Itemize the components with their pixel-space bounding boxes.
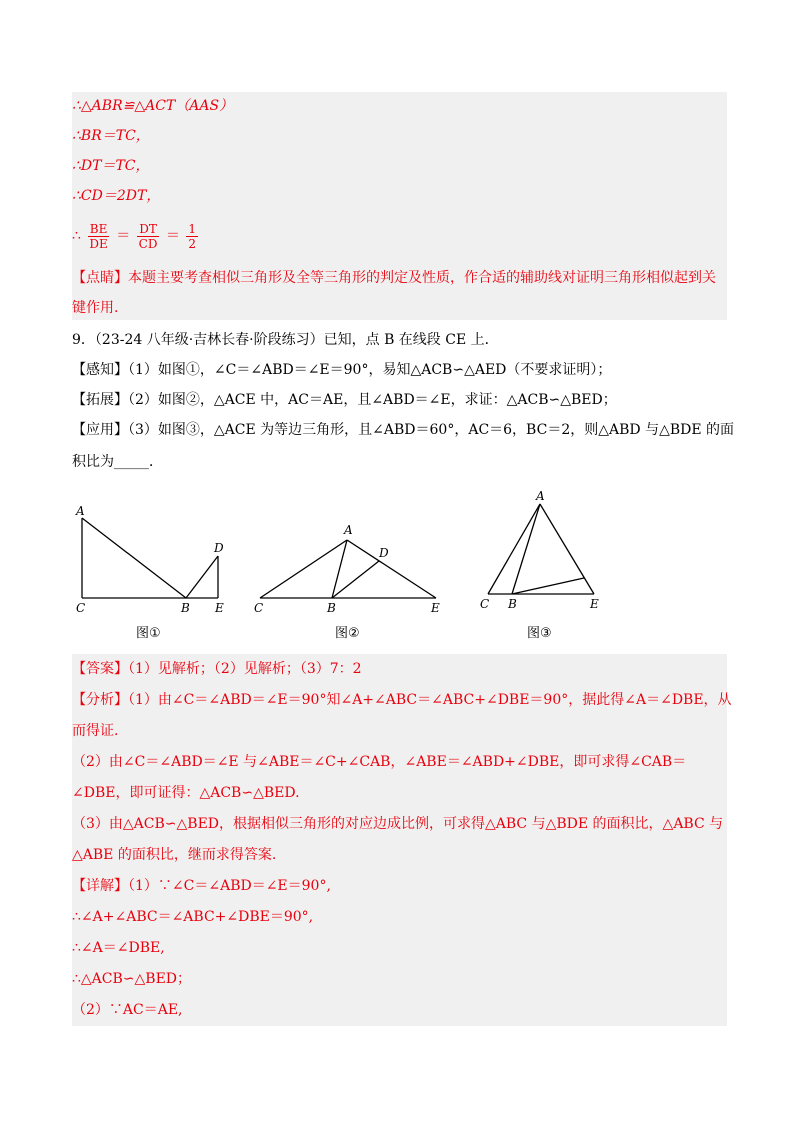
problem-title: 9．（23-24 八年级·吉林长春·阶段练习）已知，点 B 在线段 CE 上． bbox=[72, 332, 499, 348]
tuozhan-label: 【拓展】 bbox=[72, 392, 128, 408]
fenxi-line-2: 而得证. bbox=[72, 723, 119, 739]
fig2-label-d: D bbox=[379, 546, 389, 560]
equals-sign: ＝ bbox=[165, 228, 180, 244]
dianjing-label: 【点睛】 bbox=[72, 270, 128, 286]
figure-3-caption: 图③ bbox=[527, 626, 552, 641]
yingyong-line-1: 【应用】（3）如图③，△ACE 为等边三角形，且∠ABD＝60°，AC＝6，BC＝2，则△ABD 与△BDE 的面 bbox=[72, 422, 735, 438]
fenxi-line-6: △ABE 的面积比，继而求得答案. bbox=[72, 847, 277, 863]
ganzhi-line: 【感知】（1）如图①，∠C＝∠ABD＝∠E＝90°，易知△ACB∽△AED（不要求证明）； bbox=[72, 362, 612, 378]
ganzhi-label: 【感知】 bbox=[72, 362, 128, 378]
fig2-label-a: A bbox=[344, 523, 353, 537]
proof-line-1: ∴△ABR≌△ACT（AAS） bbox=[72, 98, 234, 114]
figure-1-caption: 图① bbox=[136, 626, 161, 641]
tuozhan-line: 【拓展】（2）如图②，△ACE 中，AC＝AE，且∠ABD＝∠E，求证：△ACB∽△BED； bbox=[72, 392, 617, 408]
xiangjie-line-5: （2）∵AC＝AE, bbox=[72, 1002, 183, 1018]
xiangjie-line-4: ∴△ACB∽△BED； bbox=[72, 971, 192, 987]
therefore-symbol: ∴ bbox=[72, 228, 81, 244]
fig3-label-e: E bbox=[590, 597, 599, 611]
proof-line-3: ∴DT＝TC， bbox=[72, 158, 150, 174]
proof-line-fraction bbox=[72, 216, 200, 256]
yingyong-label: 【应用】 bbox=[72, 422, 128, 438]
fig1-label-a: A bbox=[76, 504, 85, 518]
proof-line-4: ∴CD＝2DT， bbox=[72, 188, 161, 204]
xiangjie-line-3: ∴∠A＝∠DBE, bbox=[72, 940, 165, 956]
xiangjie-label: 【详解】 bbox=[72, 878, 128, 894]
fenxi-label: 【分析】 bbox=[72, 692, 128, 708]
figure-2 bbox=[248, 520, 448, 620]
fenxi-line-4: ∠DBE，即可证得：△ACB∽△BED. bbox=[72, 785, 300, 801]
fig3-label-b: B bbox=[508, 597, 517, 611]
fig3-label-c: C bbox=[480, 597, 490, 611]
answer-label: 【答案】 bbox=[72, 661, 128, 677]
fig2-label-e: E bbox=[431, 601, 440, 615]
xiangjie-line-1: 【详解】（1）∵∠C＝∠ABD＝∠E＝90°, bbox=[72, 878, 331, 894]
fig1-label-b: B bbox=[181, 601, 190, 615]
equals-sign: ＝ bbox=[116, 228, 131, 244]
fraction-be-de: $\frac{BE}{DE}$ bbox=[89, 221, 108, 251]
yingyong-line-2: 积比为_____． bbox=[72, 454, 163, 470]
fenxi-line-5: （3）由△ACB∽△BED，根据相似三角形的对应边成比例，可求得△ABC 与△BDE 的面积比，△ABC 与 bbox=[72, 816, 724, 832]
dianjing-line-1: 【点睛】本题主要考查相似三角形及全等三角形的判定及性质，作合适的辅助线对证明三角形相似起到关 bbox=[72, 270, 716, 286]
figure-3 bbox=[474, 486, 614, 616]
fenxi-line-3: （2）由∠C＝∠ABD＝∠E 与∠ABE＝∠C+∠CAB，∠ABE＝∠ABD+∠DBE，即可求得∠CAB＝ bbox=[72, 754, 687, 770]
dianjing-line-2: 键作用. bbox=[72, 300, 119, 316]
fraction-dt-cd: $\frac{DT}{CD}$ bbox=[138, 221, 158, 251]
fig1-label-e: E bbox=[215, 601, 224, 615]
answer-line: 【答案】（1）见解析；（2）见解析；（3）7：2 bbox=[72, 661, 362, 677]
fenxi-line-1: 【分析】（1）由∠C＝∠ABD＝∠E＝90°知∠A+∠ABC＝∠ABC+∠DBE＝90°，据此得∠A＝∠DBE，从 bbox=[72, 692, 732, 708]
xiangjie-line-2: ∴∠A+∠ABC＝∠ABC+∠DBE＝90°, bbox=[72, 909, 314, 925]
figure-1 bbox=[70, 500, 240, 620]
figure-2-caption: 图② bbox=[335, 626, 360, 641]
fraction-one-half: $\frac{1}{2}$ bbox=[188, 221, 197, 251]
fig2-label-b: B bbox=[327, 601, 336, 615]
proof-line-2: ∴BR＝TC， bbox=[72, 128, 150, 144]
fig1-label-c: C bbox=[76, 601, 86, 615]
fig2-label-c: C bbox=[254, 601, 264, 615]
fig3-label-a: A bbox=[536, 489, 545, 503]
fig1-label-d: D bbox=[214, 541, 224, 555]
